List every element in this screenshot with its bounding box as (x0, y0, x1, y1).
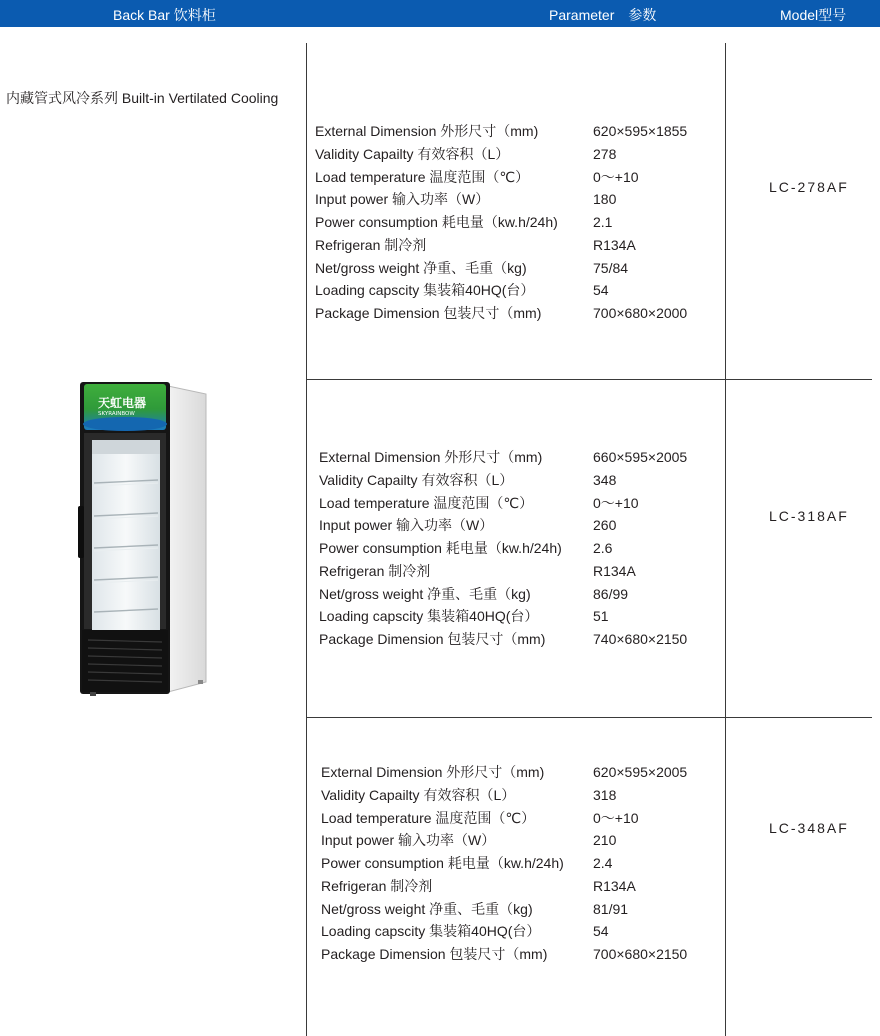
row-divider-1 (306, 379, 872, 380)
spec-value: 0～+10 (593, 494, 639, 511)
display-cooler-image (76, 380, 210, 698)
table-divider-right (725, 43, 726, 1036)
spec-label: Validity Capailty 有效容积（L） (321, 786, 516, 803)
spec-value: 2.4 (593, 855, 613, 871)
spec-label: Load temperature 温度范围（℃） (319, 494, 534, 511)
spec-label: Package Dimension 包装尺寸（mm) (319, 631, 546, 647)
model-number: LC-278AF (769, 179, 849, 195)
spec-value: 75/84 (593, 259, 629, 276)
spec-label: Loading capscity 集装箱40HQ(台） (319, 608, 539, 625)
spec-label: Package Dimension 包装尺寸（mm) (321, 946, 548, 962)
spec-value: 210 (593, 832, 617, 849)
spec-label: Load temperature 温度范围（℃） (315, 168, 530, 185)
series-title: 内藏管式风冷系列 Built-in Vertilated Cooling (6, 90, 279, 106)
svg-text:SKYRAINBOW: SKYRAINBOW (98, 411, 135, 417)
spec-value: 81/91 (593, 900, 629, 917)
spec-label: Refrigeran 制冷剂 (315, 236, 427, 253)
spec-label: Power consumption 耗电量（kw.h/24h) (319, 540, 562, 556)
spec-value: 620×595×2005 (593, 764, 688, 780)
spec-value: 54 (593, 282, 609, 299)
spec-label: Net/gross weight 净重、毛重（kg) (319, 585, 531, 602)
model-number: LC-348AF (769, 820, 849, 836)
spec-value: 278 (593, 145, 617, 162)
spec-label: Input power 输入功率（W） (315, 191, 490, 208)
row-divider-2 (306, 717, 872, 718)
spec-value: 348 (593, 471, 617, 488)
model-number: LC-318AF (769, 508, 849, 524)
spec-label: Refrigeran 制冷剂 (321, 877, 433, 894)
spec-label: Input power 输入功率（W） (319, 517, 494, 534)
spec-value: 54 (593, 923, 609, 940)
spec-label: Refrigeran 制冷剂 (319, 562, 431, 579)
spec-label: Validity Capailty 有效容积（L） (319, 471, 514, 488)
spec-value: 700×680×2000 (593, 305, 688, 321)
spec-label: Net/gross weight 净重、毛重（kg) (315, 259, 527, 276)
spec-label: Power consumption 耗电量（kw.h/24h) (315, 214, 558, 230)
spec-label: External Dimension 外形尺寸（mm) (319, 449, 543, 465)
spec-value: 51 (593, 608, 609, 625)
spec-value: 0～+10 (593, 168, 639, 185)
header-bar (0, 0, 880, 27)
spec-label: Package Dimension 包装尺寸（mm) (315, 305, 542, 321)
spec-value: R134A (593, 877, 636, 894)
spec-label: Load temperature 温度范围（℃） (321, 809, 536, 826)
spec-label: Loading capscity 集装箱40HQ(台） (315, 282, 535, 299)
header-category: Back Bar 饮料柜 (113, 7, 216, 23)
spec-value: 2.1 (593, 214, 613, 230)
spec-value: 620×595×1855 (593, 123, 688, 139)
header-model: Model型号 (780, 7, 847, 23)
spec-label: Net/gross weight 净重、毛重（kg) (321, 900, 533, 917)
spec-label: Input power 输入功率（W） (321, 832, 496, 849)
spec-value: 2.6 (593, 540, 613, 556)
spec-label: Power consumption 耗电量（kw.h/24h) (321, 855, 564, 871)
spec-value: 260 (593, 517, 617, 534)
spec-value: 0～+10 (593, 809, 639, 826)
spec-value: R134A (593, 562, 636, 579)
spec-value: 740×680×2150 (593, 631, 688, 647)
spec-value: R134A (593, 236, 636, 253)
spec-label: Validity Capailty 有效容积（L） (315, 145, 510, 162)
spec-value: 86/99 (593, 585, 629, 602)
spec-label: Loading capscity 集装箱40HQ(台） (321, 923, 541, 940)
spec-label: External Dimension 外形尺寸（mm) (315, 123, 539, 139)
table-divider-left (306, 43, 307, 1036)
spec-value: 318 (593, 786, 617, 803)
spec-value: 660×595×2005 (593, 449, 688, 465)
spec-label: External Dimension 外形尺寸（mm) (321, 764, 545, 780)
spec-value: 180 (593, 191, 617, 208)
header-parameter: Parameter 参数 (549, 7, 657, 23)
svg-text:天虹电器: 天虹电器 (98, 396, 147, 410)
spec-value: 700×680×2150 (593, 946, 688, 962)
